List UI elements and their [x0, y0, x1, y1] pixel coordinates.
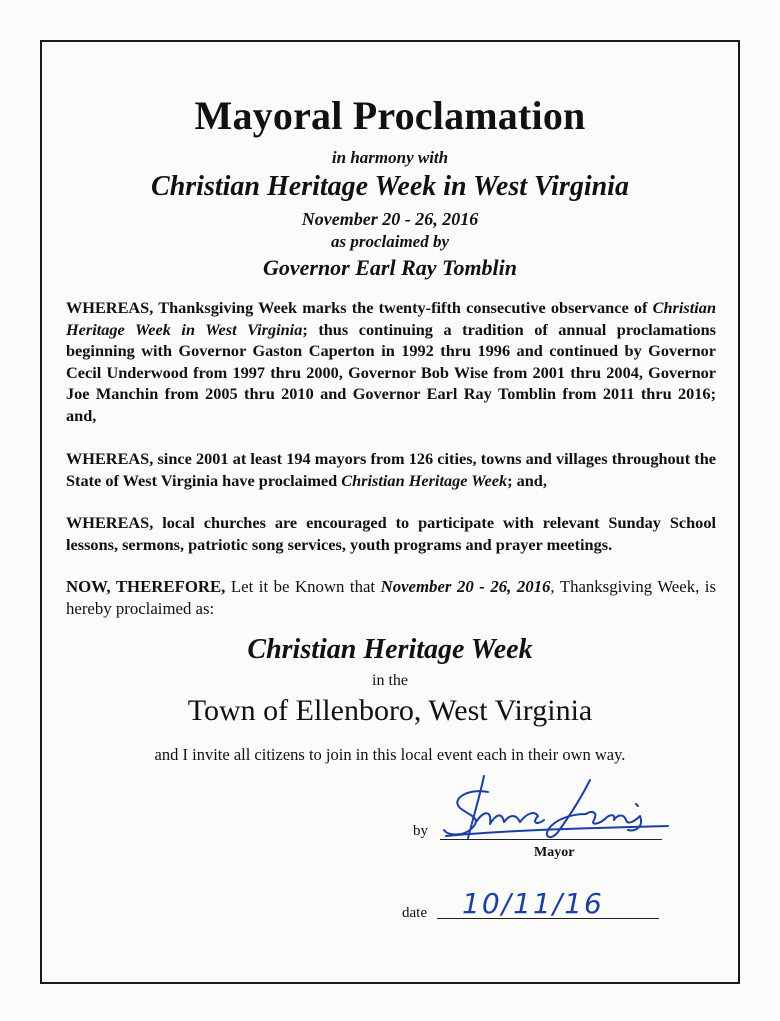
heritage-week-heading: Christian Heritage Week in West Virginia	[151, 171, 629, 202]
invitation-line: and I invite all citizens to join in this local event each in their own way.	[154, 745, 626, 764]
as-proclaimed-line: as proclaimed by	[330, 232, 450, 251]
in-harmony-line: in harmony with	[331, 148, 449, 167]
handwritten-date: 10/11/16	[462, 887, 604, 920]
proclaimed-week-title: Christian Heritage Week	[247, 634, 533, 665]
whereas-paragraph-2: WHEREAS, since 2001 at least 194 mayors from 126 cities, towns and villages throughout the State of West Virginia have proclaimed Christian Heritage Week; and,	[66, 449, 716, 490]
signature-line	[440, 839, 662, 840]
whereas-paragraph-3: WHEREAS, local churches are encouraged to participate with relevant Sunday School lessons, sermons, patriotic song services, youth programs and prayer meetings.	[66, 513, 716, 554]
mayor-title: Mayor	[534, 845, 575, 860]
town-name: Town of Ellenboro, West Virginia	[187, 694, 593, 727]
date-label: date	[402, 905, 427, 921]
mayor-signature	[440, 770, 670, 850]
whereas-paragraph-1: WHEREAS, Thanksgiving Week marks the twenty-fifth consecutive observance of Christian Heritage Week in West Virginia; thus continuing a tradition of annual proclamations beginning with Governor Gaston Caperton in 1992 thru 1996 and continued by Governor Cecil Underwood from 1997 thru 2000, Governor Bob Wise from 2001 thru 2004, Governor Joe Manchin from 2005 thru 2010 and Governor Earl Ray Tomblin from 2011 thru 2016; and,	[66, 298, 716, 425]
now-therefore-paragraph: NOW, THEREFORE, Let it be Known that November 20 - 26, 2016, Thanksgiving Week, is hereby proclaimed as:	[66, 577, 717, 618]
governor-name: Governor Earl Ray Tomblin	[262, 255, 518, 280]
page-title: Mayoral Proclamation	[194, 93, 586, 138]
in-the-line: in the	[372, 672, 408, 689]
by-label: by	[413, 823, 428, 839]
dates-line: November 20 - 26, 2016	[301, 209, 479, 229]
date-line	[437, 918, 659, 919]
